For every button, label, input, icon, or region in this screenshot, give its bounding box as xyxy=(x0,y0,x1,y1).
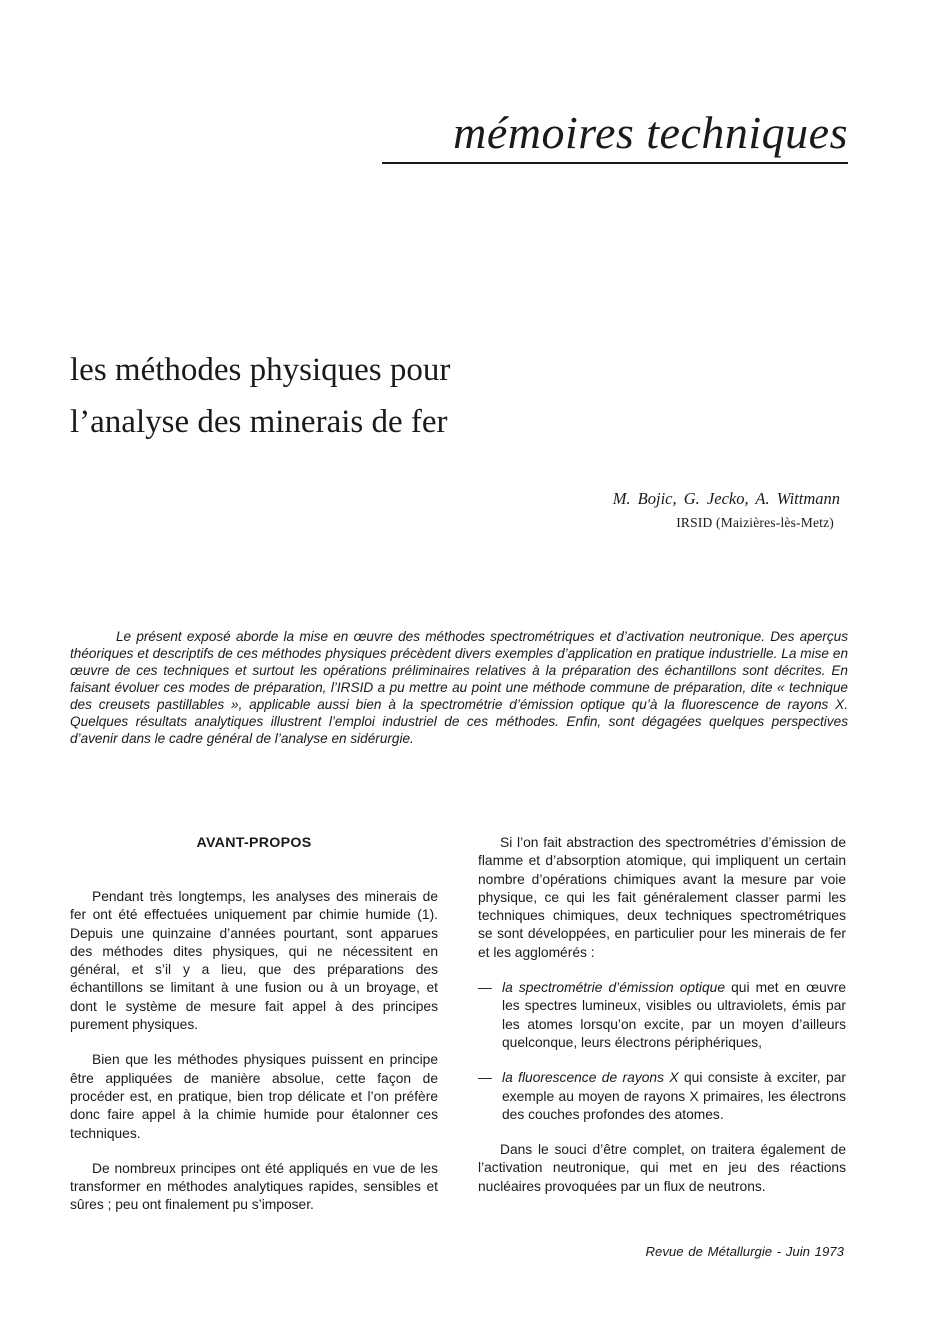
section-heading-avant-propos: AVANT-PROPOS xyxy=(196,835,312,851)
left-column xyxy=(70,834,438,1232)
paragraph: Pendant très longtemps, les analyses des minerais de fer ont été effectuées uniquement par chimie humide (1). Depuis une quinzaine d’années pourtant, sont apparues des méthodes dites physiques, qui ne nécessitent en général, et s’il y a lieu, que des préparations des échantillons se limitant à une fusion ou à un broyage, et dont le système de mesure fait appel à des principes purement physiques. xyxy=(70,889,438,1033)
list-item-term: la fluorescence de rayons X xyxy=(502,1070,679,1086)
list-item-text: qui met en œuvre les spectres lumineux, visibles ou ultraviolets, émis par les atomes lorsqu’on excite, par un moyen d’ailleurs quelconque, leurs électrons périphériques, xyxy=(502,980,847,1050)
paragraph: De nombreux principes ont été appliqués en vue de les transformer en méthodes analytiques rapides, sensibles et sûres ; peu ont finalement pu s’imposer. xyxy=(70,1160,438,1213)
section-header xyxy=(382,108,848,164)
list-dash: — xyxy=(478,980,492,996)
article-title-line-2: l’analyse des minerais de fer xyxy=(70,404,448,440)
paragraph: Dans le souci d’être complet, on traitera également de l’activation neutronique, qui met en jeu des réactions nucléaires provoquées par un flux de neutrons. xyxy=(478,1142,846,1194)
list-item xyxy=(478,1069,846,1124)
list-item-term: la spectrométrie d’émission optique xyxy=(502,980,726,996)
section-header-text: mémoires techniques xyxy=(453,107,848,158)
abstract: Le présent exposé aborde la mise en œuvre des méthodes spectrométriques et d’activation neutronique. Des aperçus théoriques et descriptifs de ces méthodes physiques précèdent divers exemples d’application en pratique industrielle. La mise en œuvre de ces techniques et surtout les opérations préliminaires relatives à la préparation des échantillons sont décrites. En faisant évoluer ces modes de préparation, l’IRSID a pu mettre au point une méthode commune de préparation, dite « technique des creusets pastillables », applicable aussi bien à la spectrométrie d’émission optique qu’à la fluorescence de rayons X. Quelques résultats analytiques illustrent l’emploi industriel de ces méthodes. Enfin, sont dégagées quelques perspectives d’avenir dans le cadre général de l’analyse en sidérurgie. xyxy=(70,629,848,746)
list-item xyxy=(478,979,846,1052)
paragraph: Bien que les méthodes physiques puissent en principe être appliquées de manière absolue, cette façon de procéder est, en pratique, bien trop délicate et l’on préfère donc faire appel à la chimie humide pour étalonner ces techniques. xyxy=(70,1052,438,1141)
author-names: M. Bojic, G. Jecko, A. Wittmann xyxy=(612,489,840,508)
journal-footer: Revue de Métallurgie - Juin 1973 xyxy=(645,1244,844,1259)
article-title-line-1: les méthodes physiques pour xyxy=(70,352,451,388)
list-item-text: qui consiste à exciter, par exemple au moyen de rayons X primaires, les électrons des couches profondes des atomes. xyxy=(502,1070,846,1122)
author-institution: IRSID (Maizières-lès-Metz) xyxy=(676,515,834,530)
author-block xyxy=(613,487,840,535)
list-dash: — xyxy=(478,1070,492,1086)
paragraph: Si l’on fait abstraction des spectrométries d’émission de flamme et d’absorption atomique, qui impliquent un certain nombre d’opérations chimiques avant la mesure par voie physique, ce qui les fait généralement classer parmi les techniques chimiques, deux techniques spectrométriques se sont développées, en particulier pour les minerais de fer et les agglomérés : xyxy=(478,835,846,960)
technique-list xyxy=(478,979,846,1124)
right-column xyxy=(478,834,846,1213)
article-title xyxy=(70,344,770,448)
